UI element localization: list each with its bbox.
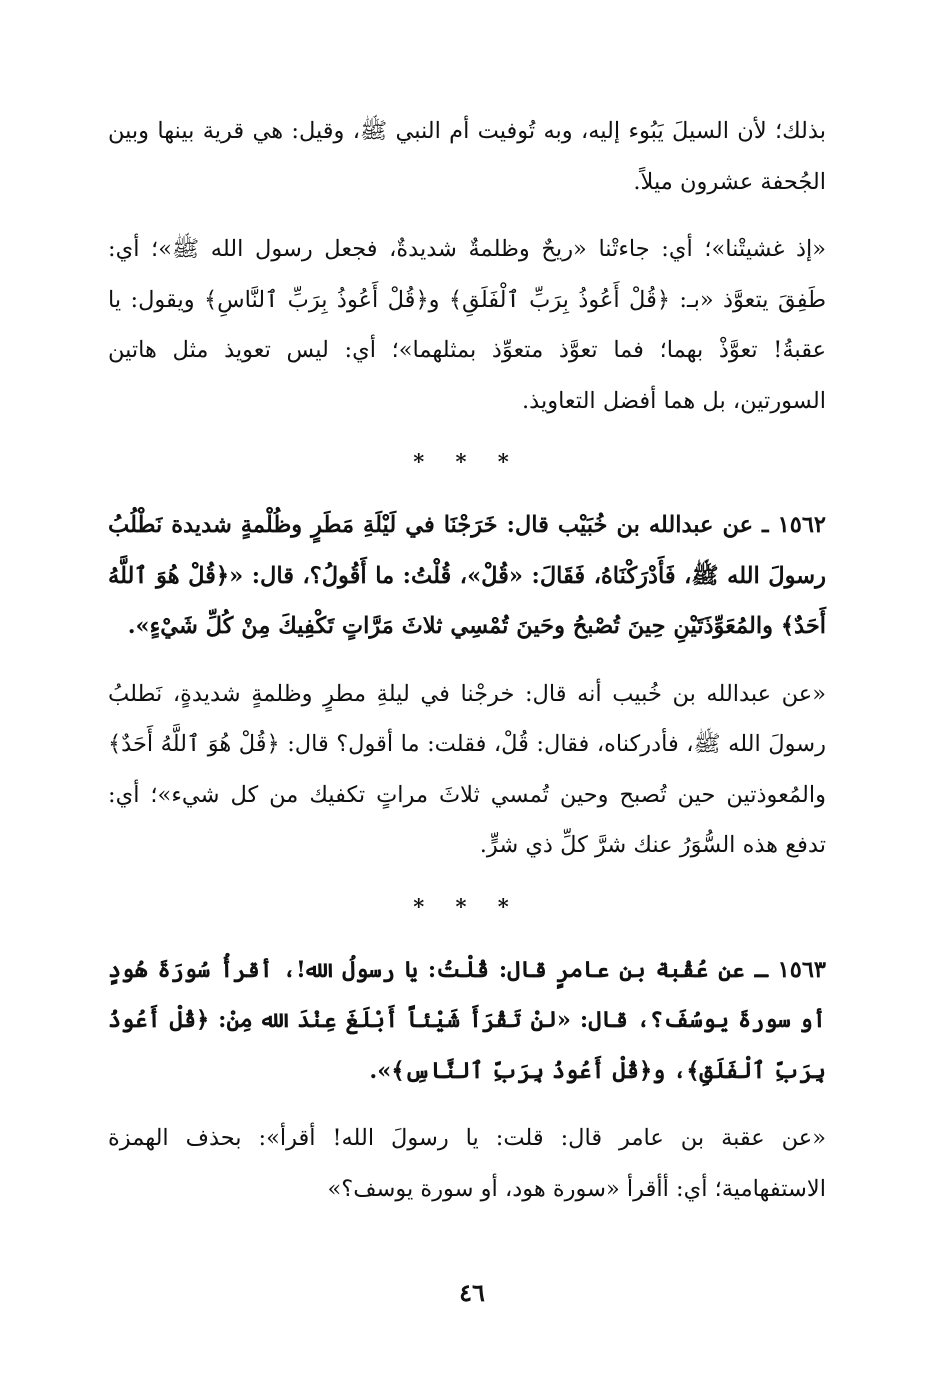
section-separator: * * *	[413, 893, 521, 919]
section-separator: * * *	[413, 449, 521, 474]
paragraph-commentary-1: بذلك؛ لأن السيلَ يَبُوء إليه، وبه تُوفيت أم النبي ﷺ، وقيل: هي قرية بينها وبين الجُحفة عشرون ميلاً.	[108, 118, 826, 195]
page-body	[108, 106, 826, 1214]
hadith-1562: ١٥٦٢ ـ عن عبدالله بن خُبَيْب قال: خَرَجْنَا في لَيْلَةِ مَطَرٍ وظُلْمةٍ شديدة نَطْلُبُ رسولَ الله ﷺ، فَأَدْرَكْنَاهُ، فَقَالَ: «قُلْ»، قُلْتُ: ما أَقُولُ؟، قال: «﴿قُلْ هُوَ ٱللَّهُ أَحَدٌ﴾ والمُعَوِّذَتَيْنِ حِينَ تُصْبحُ وحَينَ تُمْسِي ثلاثَ مَرَّاتٍ تَكْفِيكَ مِنْ كُلِّ شَيْءٍ».	[108, 512, 826, 639]
page-number: ٤٦	[459, 1278, 485, 1307]
paragraph-commentary-1562: «عن عبدالله بن خُبيب أنه قال: خرجْنا في ليلةِ مطرٍ وظلمةٍ شديدةٍ، نَطلبُ رسولَ الله ﷺ، فأدركناه، فقال: قُلْ، فقلت: ما أقول؟ قال: ﴿قُلْ هُوَ ٱللَّهُ أَحَدٌ﴾ والمُعوذتين حين تُصبح وحين تُمسي ثلاثَ مراتٍ تكفيك من كل شيء»؛ أي: تدفع هذه السُّوَرُ عنك شرَّ كلِّ ذي شرٍّ.	[108, 680, 826, 858]
hadith-1563: ١٥٦٣ ـ عن عُقْبة بن عامرٍ قال: قُلْتُ: يا رسولُ الله!، أقرأُ سُورَةَ هُودٍ أو سورةَ يوسُفَ؟، قال: «لنْ تَقْرَأَ شَيْئاً أَبْلَغَ عِنْدَ الله مِنْ: ﴿قُلْ أَعُوذُ بِرَبِّ ٱلْفَلَقِ﴾، و﴿قُلْ أَعُوذُ بِرَبِّ ٱلنَّاسِ﴾».	[108, 956, 826, 1084]
paragraph-commentary-2: «إذ غشيتْنا»؛ أي: جاءتْنا «ريحٌ وظلمةٌ شديدةٌ، فجعل رسول الله ﷺ»؛ أي: طَفِقَ يتعوَّذ «بـ: ﴿قُلْ أَعُوذُ بِرَبِّ ٱلْفَلَقِ﴾ و﴿قُلْ أَعُوذُ بِرَبِّ ٱلنَّاسِ﴾ ويقول: يا عقبةُ! تعوَّذْ بهما؛ فما تعوَّذ متعوِّذ بمثلهما»؛ أي: ليس تعويذ مثل هاتين السورتين، بل هما أفضل التعاويذ.	[108, 236, 826, 414]
paragraph-commentary-1563: «عن عقبة بن عامر قال: قلت: يا رسولَ الله! أقرأ»: بحذف الهمزة الاستفهامية؛ أي: أأقرأ «سورة هود، أو سورة يوسف؟»	[108, 1125, 826, 1202]
